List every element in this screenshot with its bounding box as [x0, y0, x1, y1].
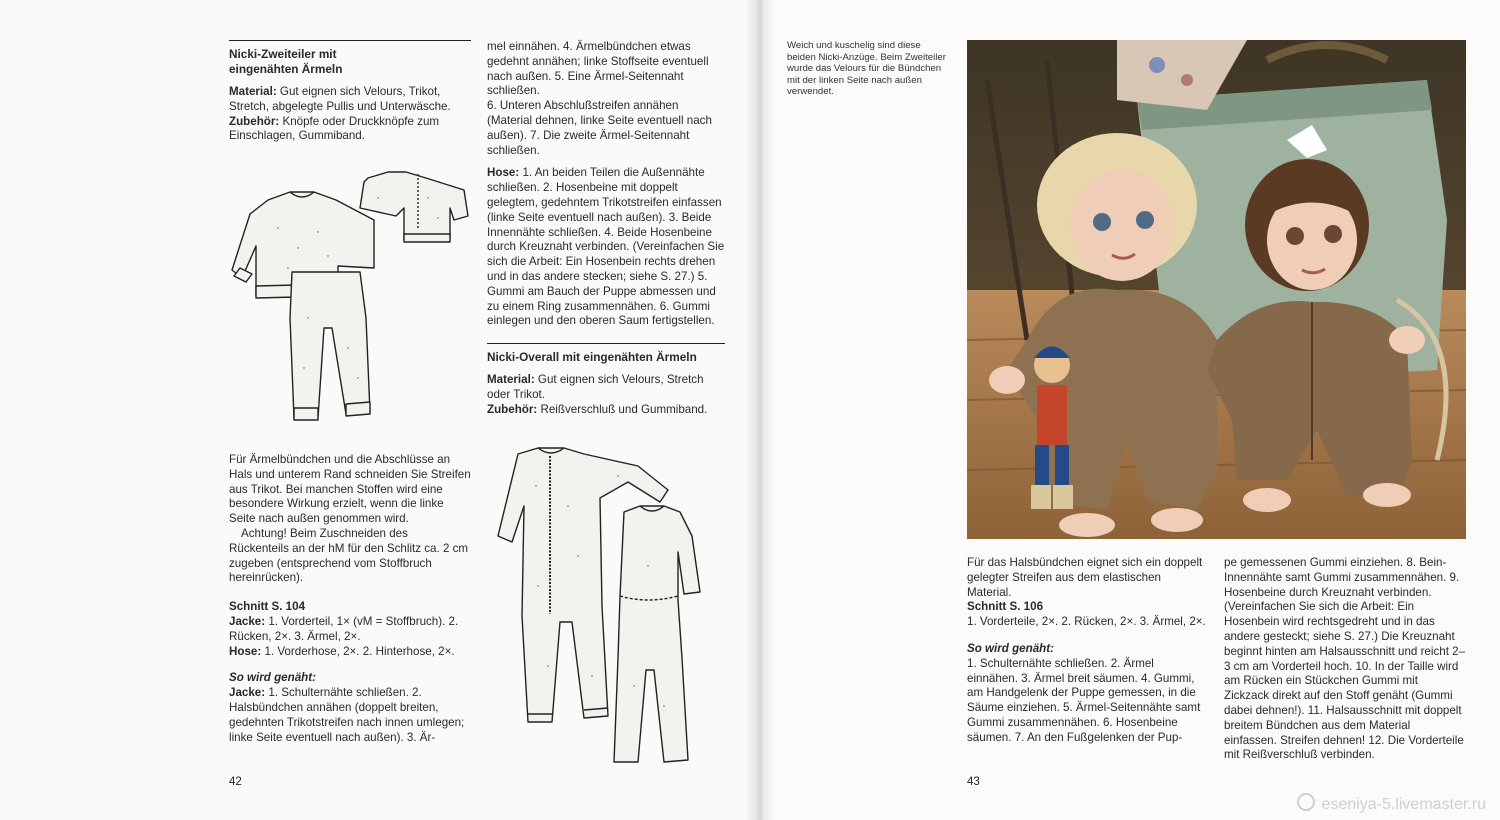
neckband-paragraph: Für das Halsbündchen eignet sich ein doppelt gelegter Streifen aus dem elastischen Material.	[967, 556, 1203, 599]
section1-zubehoer	[229, 115, 471, 145]
trousers-paragraph	[487, 166, 725, 329]
book-gutter	[745, 0, 775, 820]
trousers-label: Hose:	[487, 166, 520, 180]
material-label: Material:	[229, 85, 277, 98]
watermark-logo-icon	[1297, 793, 1315, 811]
sleeve-paragraph: mel einnähen. 4. Ärmelbündchen etwas gedehnt annähen; linke Stoffseite eventuell nach außen. 5. Eine Ärmel-Seitennaht schließen.	[487, 40, 709, 98]
schnitt-label-106: Schnitt S. 106	[967, 600, 1044, 614]
hose-pieces	[229, 645, 471, 660]
right-column-1	[967, 556, 1207, 754]
sewn-jacke-label: Jacke:	[229, 686, 266, 700]
zubehoer-label: Zubehör:	[229, 114, 280, 128]
photo-caption: Weich und kuschelig sind diese beiden Nicki-Anzüge. Beim Zweiteiler wurde das Velours für die Bündchen mit der linken Seite nach außen verwendet.	[787, 40, 946, 98]
overall-material-text: Gut eignen sich Velours, Stretch oder Trikot.	[487, 373, 704, 401]
sewn-jacke	[229, 686, 471, 745]
jacke-label: Jacke:	[229, 614, 266, 628]
overall-sewn-label: So wird genäht:	[967, 641, 1054, 655]
right-column-2	[1224, 556, 1466, 771]
left-column-top	[229, 40, 471, 152]
sewn-label: So wird genäht:	[229, 671, 316, 685]
hem-paragraph: 6. Unteren Abschlußstreifen annähen (Material dehnen, linke Seite eventuell nach außen). 7. Die zweite Ärmel-Seitennaht schließen.	[487, 99, 712, 157]
page-number-left: 42	[229, 776, 242, 788]
section1-heading	[229, 40, 471, 77]
middle-column-top	[487, 40, 725, 426]
section1-heading-line1: Nicki-Zweiteiler mit	[229, 47, 337, 61]
section1-heading-line2: eingenähten Ärmeln	[229, 62, 343, 76]
watermark-text: eseniya-5.livemaster.ru	[1321, 796, 1486, 813]
section2-zubehoer	[487, 403, 725, 418]
watermark	[1297, 793, 1486, 814]
overall-steps-continued: pe gemessenen Gummi einziehen. 8. Bein-Innennähte samt Gummi zusammennähen. 9. Hosenbeine durch Kreuznaht verbinden. (Vereinfachen Sie sich die Arbeit: Ein Hosenbein wird rechtsgedreht und in das andere gesteckt; siehe S. 27.) Die Kreuznaht beginnt hinten am Halsausschnitt und reicht 2–3 cm am Vorderteil hoch. 10. In der Taille wird am Rücken ein Stückchen Gummi mit Zickzack direkt auf den Stoff genäht (Gummi dabei dehnen!). 11. Halsausschnitt mit doppelt breitem Bündchen aus dem Material einfassen. Streifen dehnen! 12. Die Vorderteile mit Reißverschluß verbinden.	[1224, 556, 1466, 762]
overall-zubehoer-text: Reißverschluß und Gummiband.	[540, 402, 708, 416]
cuffs-paragraph: Für Ärmelbündchen und die Abschlüsse an Hals und unterem Rand schneiden Sie Streifen aus Trikot. Bei manchen Stoffen wird eine besondere Wirkung erzielt, wenn die linke Seite nach außen genommen wird.	[229, 453, 471, 526]
jacke-text: 1. Vorderteil, 1× (vM = Stoffbruch). 2. Rücken, 2×. 3. Ärmel, 2×.	[229, 614, 459, 643]
section1-material	[229, 85, 471, 115]
hose-text: 1. Vorderhose, 2×. 2. Hinterhose, 2×.	[264, 644, 455, 658]
overall-sewn-text: 1. Schulternähte schließen. 2. Ärmel einnähen. 3. Ärmel breit säumen. 4. Gummi, am Handgelenk der Puppe gemessen, in die Säume einziehen. 5. Ärmel-Seitennähte samt Gummi zusammennähen. 6. Hosenbeine säumen. 7. An den Fußgelenken der Pup-	[967, 656, 1201, 744]
hose-label: Hose:	[229, 644, 262, 658]
zubehoer-text: Knöpfe oder Druckknöpfe zum Einschlagen, Gummiband.	[229, 114, 440, 143]
dolls-photo	[967, 40, 1466, 539]
overall-illustration	[488, 446, 708, 766]
jacke-pieces	[229, 615, 471, 645]
achtung-paragraph: Achtung! Beim Zuschneiden des Rückenteils an der hM für den Schlitz ca. 2 cm zugeben (entsprechend vom Stoffbruch hereinrücken).	[229, 526, 469, 585]
dolls-photo-image	[967, 40, 1466, 539]
section2-heading	[487, 343, 725, 365]
left-column-bottom	[229, 453, 471, 745]
schnitt-label-104: Schnitt S. 104	[229, 600, 306, 614]
page-number-right: 43	[967, 776, 980, 788]
overall-material-label: Material:	[487, 373, 535, 387]
trousers-text: 1. An beiden Teilen die Außennähte schließen. 2. Hosenbeine mit doppelt gelegtem, gedehntem Trikotstreifen einfassen (linke Seite eventuell nach außen). 3. Beide Innennähte schließen. 4. Beide Hosenbeine durch Kreuznaht verbinden. (Vereinfachen Sie sich die Arbeit: Ein Hosenbein rechts drehen und in das andere stecken; siehe S. 27.) 5. Gummi am Bauch der Puppe abmessen und zu einem Ring zusammennähen. 6. Gummi einlegen und den oberen Saum fertigstellen.	[487, 166, 725, 328]
material-text: Gut eignen sich Velours, Trikot, Stretch, abgelegte Pullis und Unterwäsche.	[229, 85, 451, 113]
sewn-jacke-text: 1. Schulternähte schließen. 2. Halsbündchen annähen (doppelt breiten, gedehnten Trikotstreifen nach innen umlegen; linke Seite eventuell nach außen). 3. Är-	[229, 686, 465, 744]
schnitt-106-text: 1. Vorderteile, 2×. 2. Rücken, 2×. 3. Ärmel, 2×.	[967, 615, 1206, 629]
two-piece-illustration	[228, 168, 474, 430]
overall-zubehoer-label: Zubehör:	[487, 402, 538, 416]
section2-heading-text: Nicki-Overall mit eingenähten Ärmeln	[487, 350, 697, 365]
section2-material	[487, 373, 725, 403]
